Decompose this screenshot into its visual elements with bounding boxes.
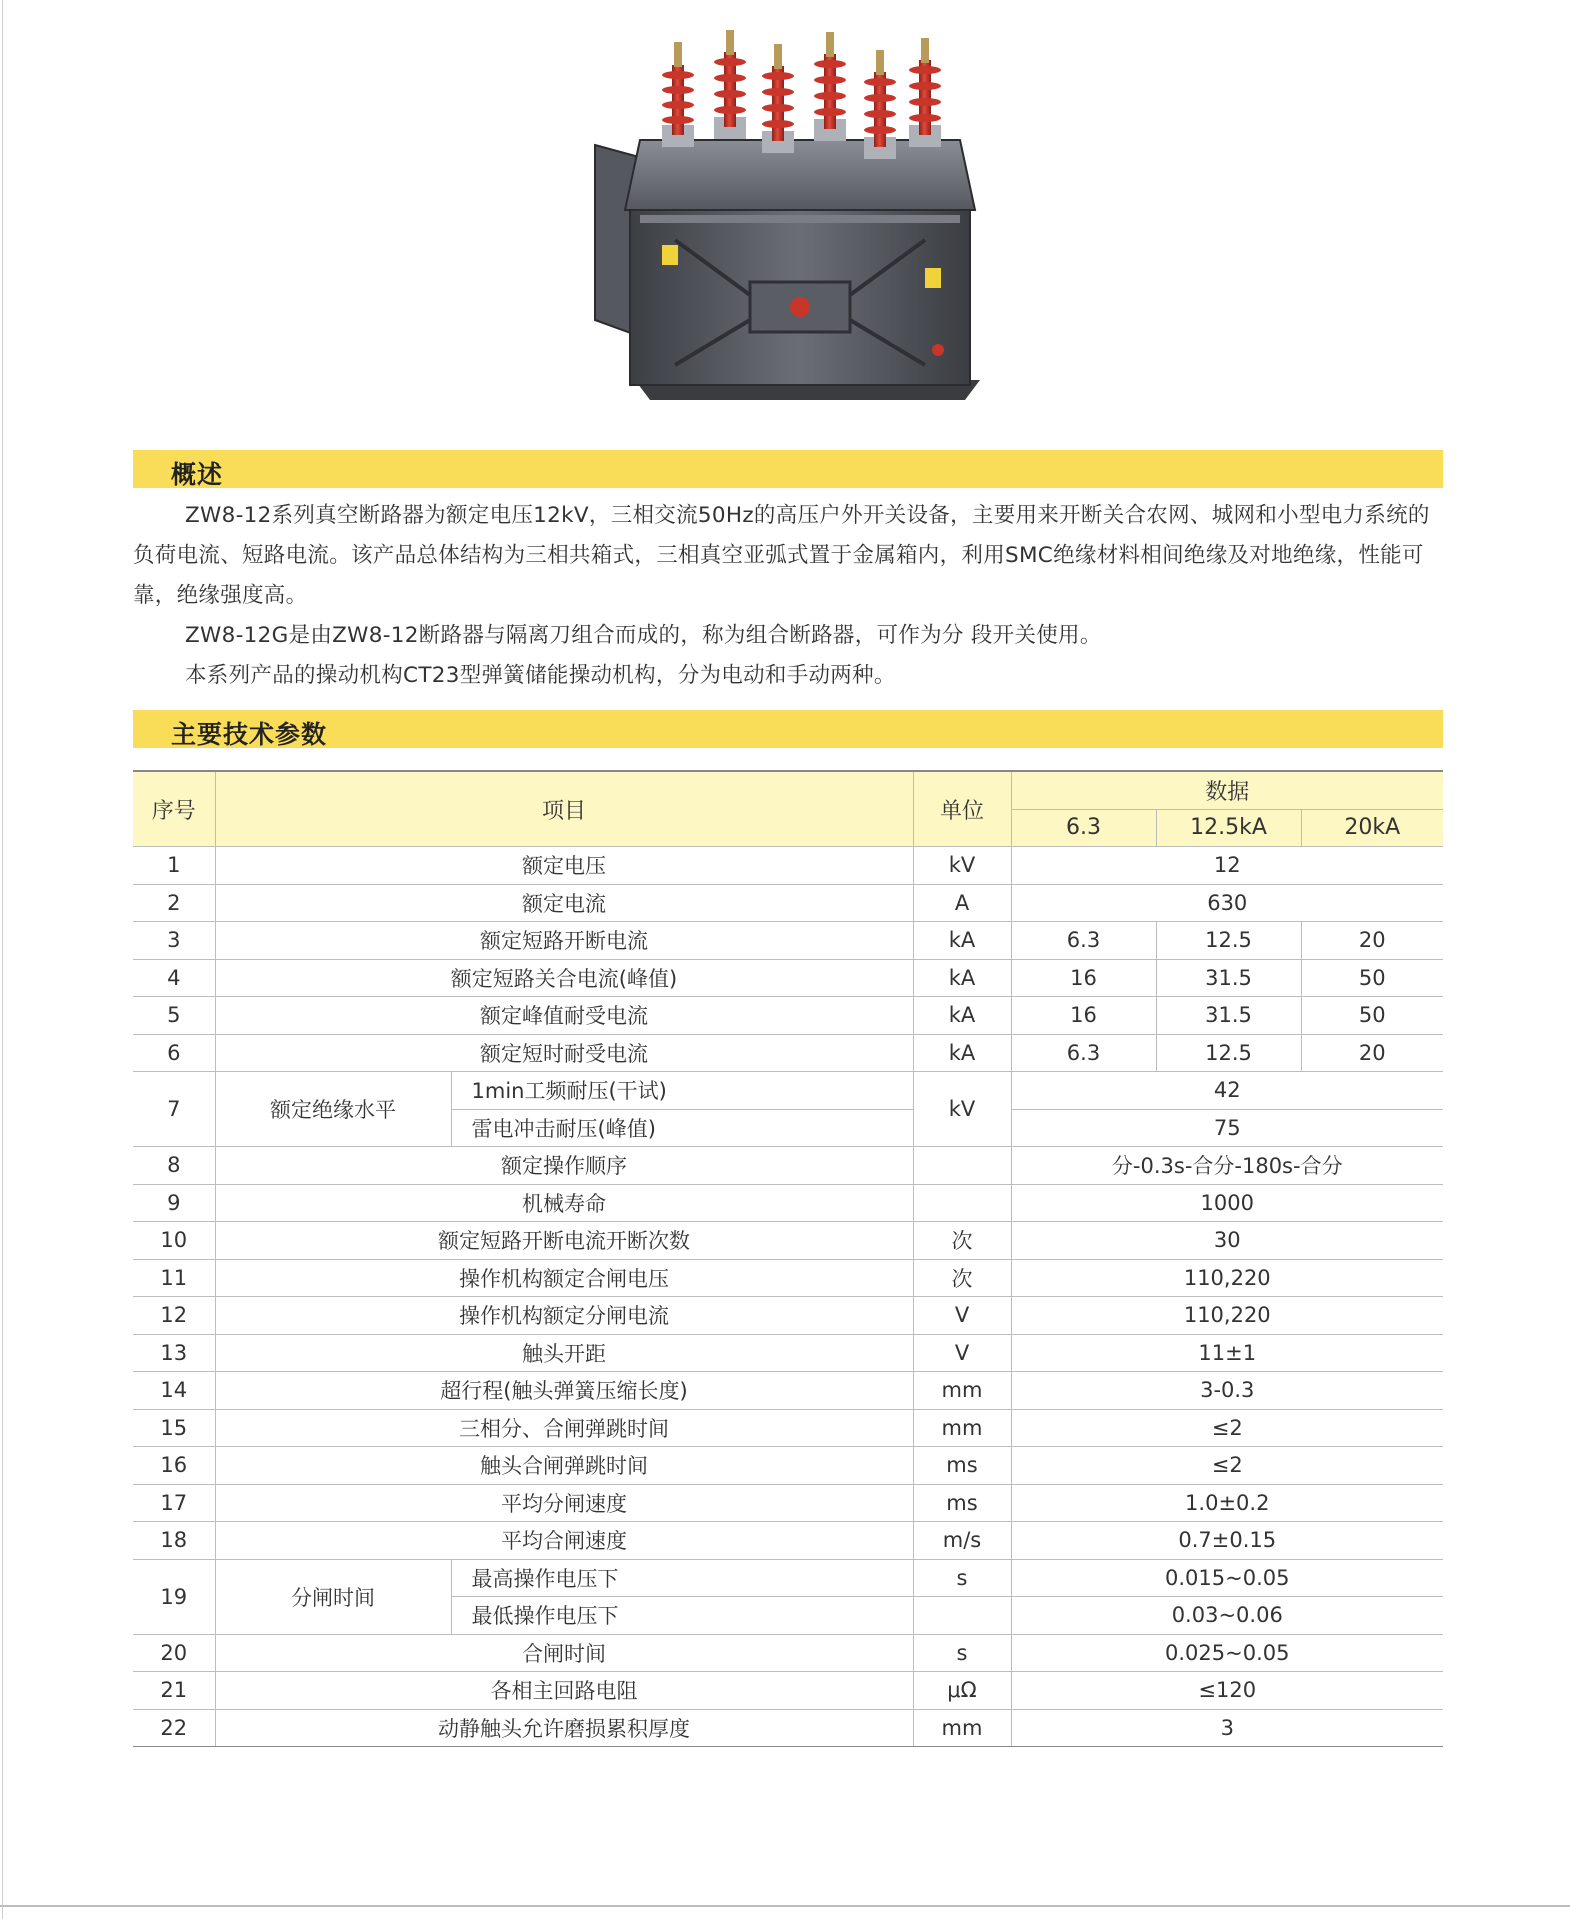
row-no: 17 <box>133 1484 215 1522</box>
header-sub: 20kA <box>1301 809 1443 847</box>
table-row <box>133 997 1443 1035</box>
table-row <box>133 1222 1443 1260</box>
header-unit: 单位 <box>913 771 1011 847</box>
table-row <box>133 1522 1443 1560</box>
row-unit: kA <box>913 959 1011 997</box>
row-unit: A <box>913 884 1011 922</box>
row-value: 12.5 <box>1156 922 1301 960</box>
row-item: 平均分闸速度 <box>215 1484 913 1522</box>
row-value: 75 <box>1011 1109 1443 1147</box>
row-item: 最低操作电压下 <box>451 1597 913 1635</box>
row-item: 触头合闸弹跳时间 <box>215 1447 913 1485</box>
row-unit: m/s <box>913 1522 1011 1560</box>
table-row <box>133 1409 1443 1447</box>
row-item: 额定电流 <box>215 884 913 922</box>
row-value: 0.015~0.05 <box>1011 1559 1443 1597</box>
row-value: 16 <box>1011 997 1156 1035</box>
row-value: 12 <box>1011 847 1443 885</box>
header-no: 序号 <box>133 771 215 847</box>
row-item: 平均合闸速度 <box>215 1522 913 1560</box>
row-value: 30 <box>1011 1222 1443 1260</box>
row-value: 3 <box>1011 1709 1443 1747</box>
spec-table <box>133 770 1443 1747</box>
row-unit <box>913 1184 1011 1222</box>
table-row <box>133 1372 1443 1410</box>
row-item: 额定峰值耐受电流 <box>215 997 913 1035</box>
table-row <box>133 1259 1443 1297</box>
bottom-rule <box>0 1905 1570 1907</box>
row-item: 最高操作电压下 <box>451 1559 913 1597</box>
product-illustration <box>580 20 1020 440</box>
row-no: 18 <box>133 1522 215 1560</box>
paragraph-text: 本系列产品的操动机构CT23型弹簧储能操动机构，分为电动和手动两种。 <box>185 663 896 688</box>
row-item: 额定短路开断电流 <box>215 922 913 960</box>
row-no: 10 <box>133 1222 215 1260</box>
row-unit: kA <box>913 922 1011 960</box>
row-unit: mm <box>913 1409 1011 1447</box>
overview-paragraph-3 <box>133 656 1448 696</box>
row-unit: s <box>913 1634 1011 1672</box>
row-unit: 次 <box>913 1259 1011 1297</box>
row-no: 21 <box>133 1672 215 1710</box>
row-unit: kV <box>913 1072 1011 1147</box>
row-unit: V <box>913 1334 1011 1372</box>
row-no: 16 <box>133 1447 215 1485</box>
row-item: 额定短路开断电流开断次数 <box>215 1222 913 1260</box>
section-title: 概述 <box>171 460 224 489</box>
section-bar-overview <box>133 450 1443 488</box>
row-value: 0.7±0.15 <box>1011 1522 1443 1560</box>
row-group: 额定绝缘水平 <box>215 1072 451 1147</box>
row-item: 动静触头允许磨损累积厚度 <box>215 1709 913 1747</box>
row-unit: μΩ <box>913 1672 1011 1710</box>
row-unit: kA <box>913 1034 1011 1072</box>
row-value: 20 <box>1301 922 1443 960</box>
overview-paragraph-1 <box>133 496 1448 616</box>
row-unit: kV <box>913 847 1011 885</box>
header-sub: 12.5kA <box>1156 809 1301 847</box>
header-item: 项目 <box>215 771 913 847</box>
row-unit <box>913 1597 1011 1635</box>
row-no: 19 <box>133 1559 215 1634</box>
row-value: 12.5 <box>1156 1034 1301 1072</box>
overview-paragraph-2 <box>133 616 1448 656</box>
table-row <box>133 1709 1443 1747</box>
table-row <box>133 884 1443 922</box>
section-bar-specs <box>133 710 1443 748</box>
row-group: 分闸时间 <box>215 1559 451 1634</box>
row-value: 20 <box>1301 1034 1443 1072</box>
row-no: 15 <box>133 1409 215 1447</box>
row-item: 超行程(触头弹簧压缩长度) <box>215 1372 913 1410</box>
row-value: 0.03~0.06 <box>1011 1597 1443 1635</box>
table-row <box>133 1559 1443 1597</box>
row-no: 6 <box>133 1034 215 1072</box>
table-row <box>133 1672 1443 1710</box>
row-item: 额定短时耐受电流 <box>215 1034 913 1072</box>
row-value: ≤2 <box>1011 1409 1443 1447</box>
row-no: 11 <box>133 1259 215 1297</box>
row-item: 额定电压 <box>215 847 913 885</box>
row-no: 20 <box>133 1634 215 1672</box>
paragraph-text: ZW8-12系列真空断路器为额定电压12kV，三相交流50Hz的高压户外开关设备，主要用来开断关合农网、城网和小型电力系统的负荷电流、短路电流。该产品总体结构为三相共箱式，三相真空亚弧式置于金属箱内，利用SMC绝缘材料相间绝缘及对地绝缘，性能可靠，绝缘强度高。 <box>133 503 1430 608</box>
row-no: 4 <box>133 959 215 997</box>
row-unit: mm <box>913 1372 1011 1410</box>
row-no: 9 <box>133 1184 215 1222</box>
row-unit: ms <box>913 1484 1011 1522</box>
row-item: 三相分、合闸弹跳时间 <box>215 1409 913 1447</box>
table-row <box>133 1147 1443 1185</box>
row-item: 操作机构额定合闸电压 <box>215 1259 913 1297</box>
row-value: 3-0.3 <box>1011 1372 1443 1410</box>
row-value: 42 <box>1011 1072 1443 1110</box>
row-value: 630 <box>1011 884 1443 922</box>
row-unit: s <box>913 1559 1011 1597</box>
row-value: 110,220 <box>1011 1297 1443 1335</box>
table-row <box>133 1484 1443 1522</box>
row-item: 额定操作顺序 <box>215 1147 913 1185</box>
row-value: 6.3 <box>1011 1034 1156 1072</box>
row-item: 1min工频耐压(干试) <box>451 1072 913 1110</box>
row-no: 14 <box>133 1372 215 1410</box>
header-sub: 6.3 <box>1011 809 1156 847</box>
row-item: 额定短路关合电流(峰值) <box>215 959 913 997</box>
row-unit: kA <box>913 997 1011 1035</box>
row-item: 雷电冲击耐压(峰值) <box>451 1109 913 1147</box>
row-item: 操作机构额定分闸电流 <box>215 1297 913 1335</box>
row-value: 16 <box>1011 959 1156 997</box>
row-no: 13 <box>133 1334 215 1372</box>
row-item: 各相主回路电阻 <box>215 1672 913 1710</box>
row-no: 3 <box>133 922 215 960</box>
row-unit: V <box>913 1297 1011 1335</box>
table-row <box>133 1184 1443 1222</box>
table-row <box>133 922 1443 960</box>
row-no: 5 <box>133 997 215 1035</box>
row-value: 分-0.3s-合分-180s-合分 <box>1011 1147 1443 1185</box>
row-no: 8 <box>133 1147 215 1185</box>
row-unit <box>913 1147 1011 1185</box>
row-unit: 次 <box>913 1222 1011 1260</box>
row-value: ≤120 <box>1011 1672 1443 1710</box>
table-row <box>133 1034 1443 1072</box>
row-item: 机械寿命 <box>215 1184 913 1222</box>
row-item: 触头开距 <box>215 1334 913 1372</box>
row-no: 7 <box>133 1072 215 1147</box>
row-no: 2 <box>133 884 215 922</box>
table-row <box>133 1334 1443 1372</box>
row-value: ≤2 <box>1011 1447 1443 1485</box>
table-row <box>133 1072 1443 1110</box>
table-row <box>133 1297 1443 1335</box>
table-row <box>133 1634 1443 1672</box>
section-title: 主要技术参数 <box>171 720 328 749</box>
row-no: 12 <box>133 1297 215 1335</box>
row-no: 1 <box>133 847 215 885</box>
row-no: 22 <box>133 1709 215 1747</box>
row-value: 50 <box>1301 959 1443 997</box>
row-value: 1.0±0.2 <box>1011 1484 1443 1522</box>
table-row <box>133 1447 1443 1485</box>
row-value: 0.025~0.05 <box>1011 1634 1443 1672</box>
table-row <box>133 959 1443 997</box>
row-value: 1000 <box>1011 1184 1443 1222</box>
header-data: 数据 <box>1011 771 1443 809</box>
row-value: 50 <box>1301 997 1443 1035</box>
row-value: 110,220 <box>1011 1259 1443 1297</box>
table-row <box>133 847 1443 885</box>
row-item: 合闸时间 <box>215 1634 913 1672</box>
paragraph-text: ZW8-12G是由ZW8-12断路器与隔离刀组合而成的，称为组合断路器，可作为分 段开关使用。 <box>185 623 1102 648</box>
row-unit: ms <box>913 1447 1011 1485</box>
row-value: 11±1 <box>1011 1334 1443 1372</box>
row-value: 31.5 <box>1156 959 1301 997</box>
row-value: 31.5 <box>1156 997 1301 1035</box>
row-unit: mm <box>913 1709 1011 1747</box>
row-value: 6.3 <box>1011 922 1156 960</box>
